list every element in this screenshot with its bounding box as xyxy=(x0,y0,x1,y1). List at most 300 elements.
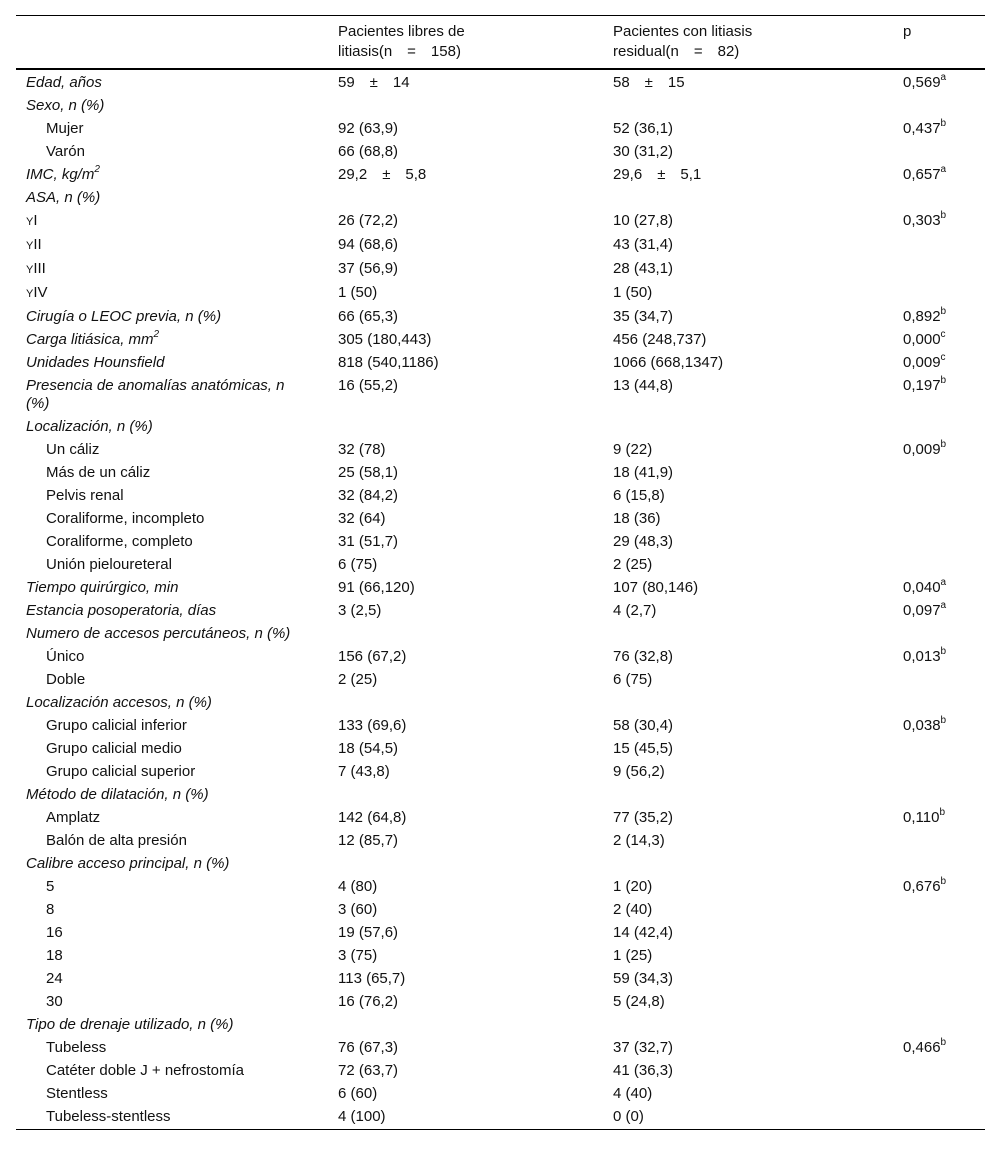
row-label xyxy=(16,95,328,118)
p-value xyxy=(893,329,985,352)
row-label-text: Doble xyxy=(46,671,86,688)
stone-free-value xyxy=(328,784,603,807)
p-value xyxy=(893,462,985,485)
table-row xyxy=(16,485,985,508)
stone-free-value: 142 (64,8) xyxy=(338,809,407,826)
p-value-footnote-mark: a xyxy=(940,164,947,175)
residual-value xyxy=(603,95,893,118)
table-row xyxy=(16,853,985,876)
row-label-text: Presencia de anomalías anatómicas, n (%) xyxy=(26,377,285,412)
stone-free-value: 3 (2,5) xyxy=(338,602,382,619)
row-label xyxy=(16,853,328,876)
row-label-text: Único xyxy=(46,648,85,665)
asa-prefix: Y xyxy=(26,240,34,252)
row-label-text: Grupo calicial inferior xyxy=(46,717,187,734)
stone-free-value: 4 (80) xyxy=(338,878,378,895)
p-value-text: 0,040 xyxy=(903,579,941,596)
residual-value: 43 (31,4) xyxy=(613,236,674,253)
stone-free-value: 94 (68,6) xyxy=(338,236,399,253)
table-row xyxy=(16,1106,985,1130)
stone-free-value xyxy=(328,187,603,210)
p-value xyxy=(893,95,985,118)
patient-characteristics-table xyxy=(16,15,985,1130)
residual-value: 29,6 ± 5,1 xyxy=(613,166,702,183)
table-row xyxy=(16,1037,985,1060)
row-label-text: Varón xyxy=(46,143,85,160)
row-label xyxy=(16,306,328,329)
p-value-footnote-mark: b xyxy=(940,375,947,386)
row-label xyxy=(16,234,328,258)
row-label-text: Catéter doble J + nefrostomía xyxy=(46,1062,245,1079)
row-label-text: Tubeless-stentless xyxy=(46,1108,171,1125)
row-label-text: Un cáliz xyxy=(46,441,100,458)
row-label xyxy=(16,577,328,600)
row-label-text: 18 xyxy=(46,947,63,964)
table-row xyxy=(16,899,985,922)
residual-value: 0 (0) xyxy=(613,1108,644,1125)
residual-value: 18 (41,9) xyxy=(613,464,674,481)
p-value xyxy=(893,761,985,784)
p-value xyxy=(893,577,985,600)
stone-free-value: 26 (72,2) xyxy=(338,212,399,229)
p-value xyxy=(893,69,985,95)
stone-free-value: 4 (100) xyxy=(338,1108,386,1125)
residual-value: 58 (30,4) xyxy=(613,717,674,734)
results-table-container xyxy=(16,15,985,1130)
p-value-text: 0,013 xyxy=(903,648,941,665)
row-label xyxy=(16,945,328,968)
p-value xyxy=(893,234,985,258)
table-row xyxy=(16,554,985,577)
stone-free-value: 72 (63,7) xyxy=(338,1062,399,1079)
row-label xyxy=(16,784,328,807)
stone-free-value: 305 (180,443) xyxy=(338,331,432,348)
row-label xyxy=(16,164,328,187)
p-value xyxy=(893,141,985,164)
row-label xyxy=(16,531,328,554)
row-label-text: Más de un cáliz xyxy=(46,464,151,481)
stone-free-value: 16 (76,2) xyxy=(338,993,399,1010)
row-label xyxy=(16,282,328,306)
row-label-text: 8 xyxy=(46,901,55,918)
residual-value: 37 (32,7) xyxy=(613,1039,674,1056)
stone-free-value: 25 (58,1) xyxy=(338,464,399,481)
table-row xyxy=(16,646,985,669)
header-residual-column xyxy=(603,16,893,70)
p-value xyxy=(893,784,985,807)
row-label-text: Unión pieloureteral xyxy=(46,556,172,573)
table-row xyxy=(16,118,985,141)
stone-free-value xyxy=(328,1014,603,1037)
stone-free-value: 66 (68,8) xyxy=(338,143,399,160)
stone-free-value: 6 (60) xyxy=(338,1085,378,1102)
stone-free-value: 3 (60) xyxy=(338,901,378,918)
row-label-text: Carga litiásica, mm xyxy=(26,331,154,348)
p-value-text: 0,437 xyxy=(903,120,941,137)
residual-value: 76 (32,8) xyxy=(613,648,674,665)
table-row xyxy=(16,623,985,646)
residual-value xyxy=(603,853,893,876)
residual-value: 35 (34,7) xyxy=(613,308,674,325)
row-label-text: Grupo calicial medio xyxy=(46,740,182,757)
stone-free-value xyxy=(328,692,603,715)
table-row xyxy=(16,95,985,118)
p-value-footnote-mark: b xyxy=(940,715,947,726)
row-label-text: 16 xyxy=(46,924,63,941)
asa-prefix: Y xyxy=(26,288,34,300)
row-label-text: Método de dilatación, n (%) xyxy=(26,786,209,803)
p-value xyxy=(893,600,985,623)
stone-free-value: 29,2 ± 5,8 xyxy=(338,166,427,183)
residual-value: 14 (42,4) xyxy=(613,924,674,941)
row-label-text: Mujer xyxy=(46,120,84,137)
residual-value: 1 (50) xyxy=(613,284,653,301)
row-label-text: 24 xyxy=(46,970,63,987)
p-value-text: 0,009 xyxy=(903,441,941,458)
table-row xyxy=(16,807,985,830)
stone-free-value: 3 (75) xyxy=(338,947,378,964)
row-label xyxy=(16,715,328,738)
p-value-footnote-mark: b xyxy=(940,306,947,317)
stone-free-value xyxy=(328,853,603,876)
row-label-text: 30 xyxy=(46,993,63,1010)
residual-value: 52 (36,1) xyxy=(613,120,674,137)
table-row xyxy=(16,945,985,968)
row-label xyxy=(16,258,328,282)
residual-value: 41 (36,3) xyxy=(613,1062,674,1079)
row-label xyxy=(16,1037,328,1060)
p-value xyxy=(893,623,985,646)
stone-free-value: 59 ± 14 xyxy=(338,74,410,91)
residual-value: 58 ± 15 xyxy=(613,74,685,91)
residual-value: 1 (20) xyxy=(613,878,653,895)
row-label xyxy=(16,1014,328,1037)
row-label xyxy=(16,669,328,692)
table-row xyxy=(16,352,985,375)
residual-value: 6 (15,8) xyxy=(613,487,665,504)
p-value xyxy=(893,352,985,375)
table-row xyxy=(16,141,985,164)
stone-free-value: 18 (54,5) xyxy=(338,740,399,757)
residual-value xyxy=(603,623,893,646)
p-value-text: 0,892 xyxy=(903,308,941,325)
residual-value: 29 (48,3) xyxy=(613,533,674,550)
p-value xyxy=(893,164,985,187)
stone-free-value: 19 (57,6) xyxy=(338,924,399,941)
table-row xyxy=(16,187,985,210)
row-label xyxy=(16,807,328,830)
residual-value: 59 (34,3) xyxy=(613,970,674,987)
table-row xyxy=(16,416,985,439)
residual-value: 9 (22) xyxy=(613,441,653,458)
table-row xyxy=(16,830,985,853)
p-value-text: 0,657 xyxy=(903,166,941,183)
table-row xyxy=(16,306,985,329)
p-value xyxy=(893,485,985,508)
stone-free-value: 32 (64) xyxy=(338,510,386,527)
p-value-footnote-mark: b xyxy=(940,439,947,450)
p-value-footnote-mark: a xyxy=(940,577,947,588)
table-row xyxy=(16,329,985,352)
p-value-footnote-mark: b xyxy=(940,646,947,657)
p-value xyxy=(893,669,985,692)
row-label xyxy=(16,646,328,669)
row-label-text: Balón de alta presión xyxy=(46,832,187,849)
row-label xyxy=(16,1106,328,1130)
stone-free-value: 1 (50) xyxy=(338,284,378,301)
table-row xyxy=(16,876,985,899)
p-value-footnote-mark: b xyxy=(940,118,947,129)
table-row xyxy=(16,968,985,991)
residual-value: 15 (45,5) xyxy=(613,740,674,757)
table-row xyxy=(16,462,985,485)
p-value xyxy=(893,210,985,234)
header-p-value-column: p xyxy=(903,23,912,40)
table-row xyxy=(16,669,985,692)
p-value-text: 0,466 xyxy=(903,1039,941,1056)
p-value xyxy=(893,830,985,853)
row-label xyxy=(16,968,328,991)
row-label-text: Tipo de drenaje utilizado, n (%) xyxy=(26,1016,234,1033)
residual-value: 2 (25) xyxy=(613,556,653,573)
row-label xyxy=(16,375,328,416)
row-label xyxy=(16,600,328,623)
p-value-text: 0,097 xyxy=(903,602,941,619)
p-value-footnote-mark: b xyxy=(940,1037,947,1048)
row-label xyxy=(16,416,328,439)
row-label xyxy=(16,899,328,922)
stone-free-value: 91 (66,120) xyxy=(338,579,415,596)
stone-free-value: 66 (65,3) xyxy=(338,308,399,325)
stone-free-value: 12 (85,7) xyxy=(338,832,399,849)
p-value xyxy=(893,1037,985,1060)
table-row xyxy=(16,577,985,600)
row-label-text: Tiempo quirúrgico, min xyxy=(26,579,179,596)
row-label xyxy=(16,329,328,352)
p-value xyxy=(893,738,985,761)
stone-free-value: 37 (56,9) xyxy=(338,260,399,277)
p-value xyxy=(893,531,985,554)
p-value xyxy=(893,899,985,922)
table-row xyxy=(16,508,985,531)
table-row xyxy=(16,761,985,784)
p-value xyxy=(893,416,985,439)
row-label-text: Amplatz xyxy=(46,809,101,826)
p-value xyxy=(893,1060,985,1083)
row-label-text: Localización, n (%) xyxy=(26,418,153,435)
p-value-text: 0,676 xyxy=(903,878,941,895)
stone-free-value: 16 (55,2) xyxy=(338,377,399,394)
row-label xyxy=(16,554,328,577)
residual-value: 9 (56,2) xyxy=(613,763,665,780)
p-value xyxy=(893,1014,985,1037)
stone-free-value: 7 (43,8) xyxy=(338,763,390,780)
row-label xyxy=(16,830,328,853)
table-body xyxy=(16,69,985,1130)
asa-prefix: Y xyxy=(26,216,34,228)
row-label xyxy=(16,623,328,646)
row-label xyxy=(16,352,328,375)
p-value xyxy=(893,692,985,715)
table-row xyxy=(16,991,985,1014)
table-row xyxy=(16,531,985,554)
row-label-text: Coraliforme, incompleto xyxy=(46,510,205,527)
residual-value: 10 (27,8) xyxy=(613,212,674,229)
p-value-footnote-mark: a xyxy=(940,72,947,83)
header-stone-free-column xyxy=(328,16,603,70)
row-label-text: Grupo calicial superior xyxy=(46,763,196,780)
header-row xyxy=(16,16,985,70)
table-row xyxy=(16,375,985,416)
p-value-text: 0,303 xyxy=(903,212,941,229)
row-label-text: ASA, n (%) xyxy=(26,189,101,206)
row-label-text: Tubeless xyxy=(46,1039,107,1056)
residual-value: 1066 (668,1347) xyxy=(613,354,724,371)
residual-value: 107 (80,146) xyxy=(613,579,699,596)
p-value xyxy=(893,646,985,669)
stone-free-value: 76 (67,3) xyxy=(338,1039,399,1056)
p-value-text: 0,110 xyxy=(903,809,940,826)
p-value xyxy=(893,554,985,577)
p-value-text: 0,197 xyxy=(903,377,941,394)
row-label xyxy=(16,508,328,531)
residual-value: 4 (40) xyxy=(613,1085,653,1102)
p-value xyxy=(893,118,985,141)
row-label xyxy=(16,462,328,485)
header-residual-line-2: residual(n = 82) xyxy=(613,43,740,60)
stone-free-value: 92 (63,9) xyxy=(338,120,399,137)
row-label xyxy=(16,1060,328,1083)
row-label xyxy=(16,692,328,715)
residual-value: 2 (14,3) xyxy=(613,832,665,849)
stone-free-value xyxy=(328,95,603,118)
row-label xyxy=(16,485,328,508)
table-header xyxy=(16,16,985,70)
row-label xyxy=(16,738,328,761)
table-row xyxy=(16,1060,985,1083)
row-label-text: Pelvis renal xyxy=(46,487,124,504)
row-label xyxy=(16,1083,328,1106)
row-label xyxy=(16,761,328,784)
p-value xyxy=(893,439,985,462)
residual-value xyxy=(603,1014,893,1037)
residual-value: 1 (25) xyxy=(613,947,653,964)
p-value-text: 0,038 xyxy=(903,717,941,734)
table-row xyxy=(16,784,985,807)
residual-value: 13 (44,8) xyxy=(613,377,674,394)
stone-free-value: 6 (75) xyxy=(338,556,378,573)
p-value-text: 0,000 xyxy=(903,331,941,348)
stone-free-value: 156 (67,2) xyxy=(338,648,407,665)
row-label-text: Localización accesos, n (%) xyxy=(26,694,212,711)
table-row xyxy=(16,922,985,945)
asa-prefix: Y xyxy=(26,264,34,276)
p-value xyxy=(893,306,985,329)
residual-value: 77 (35,2) xyxy=(613,809,674,826)
row-label-text: Sexo, n (%) xyxy=(26,97,105,114)
p-value-text: 0,569 xyxy=(903,74,941,91)
row-label-text: Edad, años xyxy=(26,74,102,91)
residual-value xyxy=(603,416,893,439)
table-row xyxy=(16,1083,985,1106)
p-value xyxy=(893,991,985,1014)
p-value-text: 0,009 xyxy=(903,354,941,371)
stone-free-value xyxy=(328,416,603,439)
table-row xyxy=(16,164,985,187)
stone-free-value xyxy=(328,623,603,646)
row-label xyxy=(16,118,328,141)
stone-free-value: 32 (78) xyxy=(338,441,386,458)
residual-value: 28 (43,1) xyxy=(613,260,674,277)
table-row xyxy=(16,715,985,738)
residual-value: 5 (24,8) xyxy=(613,993,665,1010)
residual-value: 30 (31,2) xyxy=(613,143,674,160)
row-label xyxy=(16,187,328,210)
row-label xyxy=(16,439,328,462)
table-row xyxy=(16,692,985,715)
row-label-text: II xyxy=(33,236,42,253)
row-label-text: I xyxy=(33,212,38,229)
p-value xyxy=(893,187,985,210)
p-value xyxy=(893,876,985,899)
row-label xyxy=(16,210,328,234)
stone-free-value: 818 (540,1186) xyxy=(338,354,439,371)
header-residual-line-1: Pacientes con litiasis xyxy=(613,23,753,40)
table-row xyxy=(16,234,985,258)
p-value xyxy=(893,1106,985,1130)
p-value-footnote-mark: c xyxy=(940,329,946,340)
stone-free-value: 32 (84,2) xyxy=(338,487,399,504)
table-row xyxy=(16,258,985,282)
stone-free-value: 2 (25) xyxy=(338,671,378,688)
residual-value: 456 (248,737) xyxy=(613,331,707,348)
table-row xyxy=(16,1014,985,1037)
row-label-text: IV xyxy=(33,284,48,301)
header-stone-free-line-1: Pacientes libres de xyxy=(338,23,465,40)
residual-value: 18 (36) xyxy=(613,510,661,527)
table-row xyxy=(16,600,985,623)
table-row xyxy=(16,69,985,95)
p-value xyxy=(893,807,985,830)
row-label-superscript: 2 xyxy=(153,329,160,340)
residual-value xyxy=(603,784,893,807)
residual-value xyxy=(603,187,893,210)
p-value-footnote-mark: b xyxy=(939,807,945,818)
row-label-text: IMC, kg/m xyxy=(26,166,95,183)
p-value xyxy=(893,968,985,991)
residual-value: 4 (2,7) xyxy=(613,602,657,619)
p-value xyxy=(893,922,985,945)
stone-free-value: 133 (69,6) xyxy=(338,717,407,734)
p-value-footnote-mark: b xyxy=(940,210,947,221)
p-value-footnote-mark: c xyxy=(940,352,946,363)
header-label-column xyxy=(16,16,328,70)
table-row xyxy=(16,282,985,306)
row-label-text: Unidades Hounsfield xyxy=(26,354,165,371)
stone-free-value: 113 (65,7) xyxy=(338,970,406,987)
row-label-text: Stentless xyxy=(46,1085,108,1102)
p-value xyxy=(893,853,985,876)
p-value-footnote-mark: b xyxy=(940,876,947,887)
table-row xyxy=(16,210,985,234)
row-label-text: 5 xyxy=(46,878,55,895)
p-value-footnote-mark: a xyxy=(940,600,947,611)
row-label-text: Calibre acceso principal, n (%) xyxy=(26,855,230,872)
p-value xyxy=(893,258,985,282)
row-label-text: III xyxy=(33,260,46,277)
row-label-text: Cirugía o LEOC previa, n (%) xyxy=(26,308,222,325)
residual-value xyxy=(603,692,893,715)
